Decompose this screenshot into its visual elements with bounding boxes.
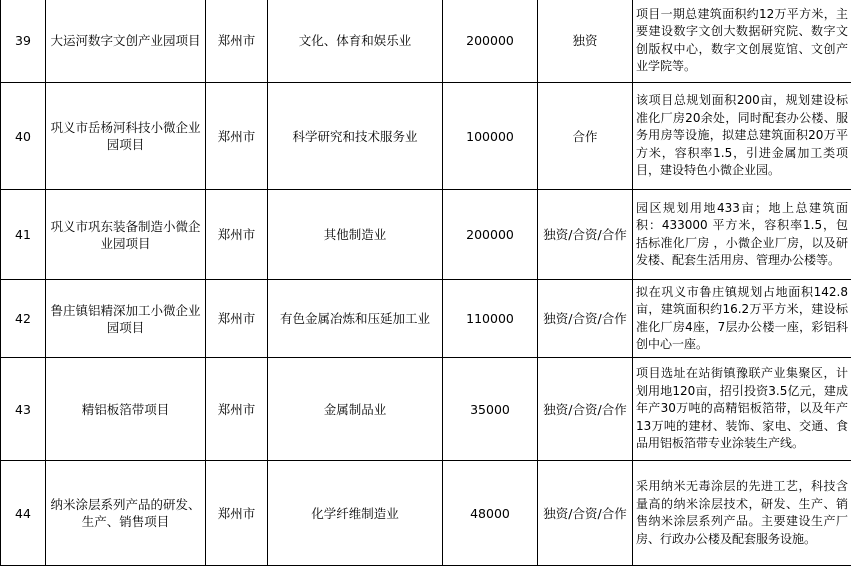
- industry: 有色金属冶炼和压延加工业: [268, 280, 443, 358]
- city: 郑州市: [206, 0, 268, 83]
- city: 郑州市: [206, 190, 268, 280]
- investment: 35000: [443, 358, 538, 461]
- investment: 48000: [443, 461, 538, 566]
- cooperation-mode: 合作: [538, 83, 633, 190]
- industry: 金属制品业: [268, 358, 443, 461]
- cooperation-mode: 独资/合资/合作: [538, 280, 633, 358]
- industry: 其他制造业: [268, 190, 443, 280]
- project-description: 园区规划用地433亩；地上总建筑面积：433000 平方米，容积率1.5，包括标准化厂房 ，小微企业厂房，以及研发楼、配套生活用房、管理办公楼等。: [633, 190, 851, 280]
- investment: 100000: [443, 83, 538, 190]
- project-name: 精铝板箔带项目: [46, 358, 206, 461]
- project-description: 项目选址在站街镇豫联产业集聚区，计划用地120亩，招引投资3.5亿元，建成年产30万吨的高精铝板箔带，以及年产13万吨的建材、装饰、家电、交通、食品用铝板箔带专业涂装生产线。: [633, 358, 851, 461]
- city: 郑州市: [206, 358, 268, 461]
- table-row: [1, 280, 851, 358]
- row-number: 43: [1, 358, 46, 461]
- industry: 化学纤维制造业: [268, 461, 443, 566]
- row-number: 44: [1, 461, 46, 566]
- table-row: [1, 83, 851, 190]
- project-name: 鲁庄镇铝精深加工小微企业园项目: [46, 280, 206, 358]
- table-row: [1, 461, 851, 566]
- row-number: 40: [1, 83, 46, 190]
- table-row: [1, 190, 851, 280]
- project-description: 拟在巩义市鲁庄镇规划占地面积142.8亩，建筑面积约16.2万平方米，建设标准化厂房4座，7层办公楼一座，彩铝科创中心一座。: [633, 280, 851, 358]
- table-row: [1, 358, 851, 461]
- city: 郑州市: [206, 83, 268, 190]
- project-name: 巩义市岳杨河科技小微企业园项目: [46, 83, 206, 190]
- project-name: 大运河数字文创产业园项目: [46, 0, 206, 83]
- investment: 200000: [443, 190, 538, 280]
- project-description: 项目一期总建筑面积约12万平方米，主要建设数字文创大数据研究院、数字文创版权中心，数字文创展览馆、文创产业学院等。: [633, 0, 851, 83]
- table-row: [1, 0, 851, 83]
- industry: 科学研究和技术服务业: [268, 83, 443, 190]
- cooperation-mode: 独资/合资/合作: [538, 461, 633, 566]
- cooperation-mode: 独资/合资/合作: [538, 358, 633, 461]
- city: 郑州市: [206, 280, 268, 358]
- city: 郑州市: [206, 461, 268, 566]
- cooperation-mode: 独资/合资/合作: [538, 190, 633, 280]
- industry: 文化、体育和娱乐业: [268, 0, 443, 83]
- investment: 110000: [443, 280, 538, 358]
- project-name: 纳米涂层系列产品的研发、生产、销售项目: [46, 461, 206, 566]
- project-description: 该项目总规划面积200亩，规划建设标准化厂房20余处，同时配套办公楼、服务用房等设施，拟建总建筑面积20万平方米，容积率1.5，引进金属加工类项目，建设特色小微企业园。: [633, 83, 851, 190]
- row-number: 42: [1, 280, 46, 358]
- row-number: 41: [1, 190, 46, 280]
- project-description: 采用纳米无毒涂层的先进工艺，科技含量高的纳米涂层技术，研发、生产、销售纳米涂层系列产品。主要建设生产厂房、行政办公楼及配套服务设施。: [633, 461, 851, 566]
- investment: 200000: [443, 0, 538, 83]
- row-number: 39: [1, 0, 46, 83]
- project-name: 巩义市巩东装备制造小微企业园项目: [46, 190, 206, 280]
- cooperation-mode: 独资: [538, 0, 633, 83]
